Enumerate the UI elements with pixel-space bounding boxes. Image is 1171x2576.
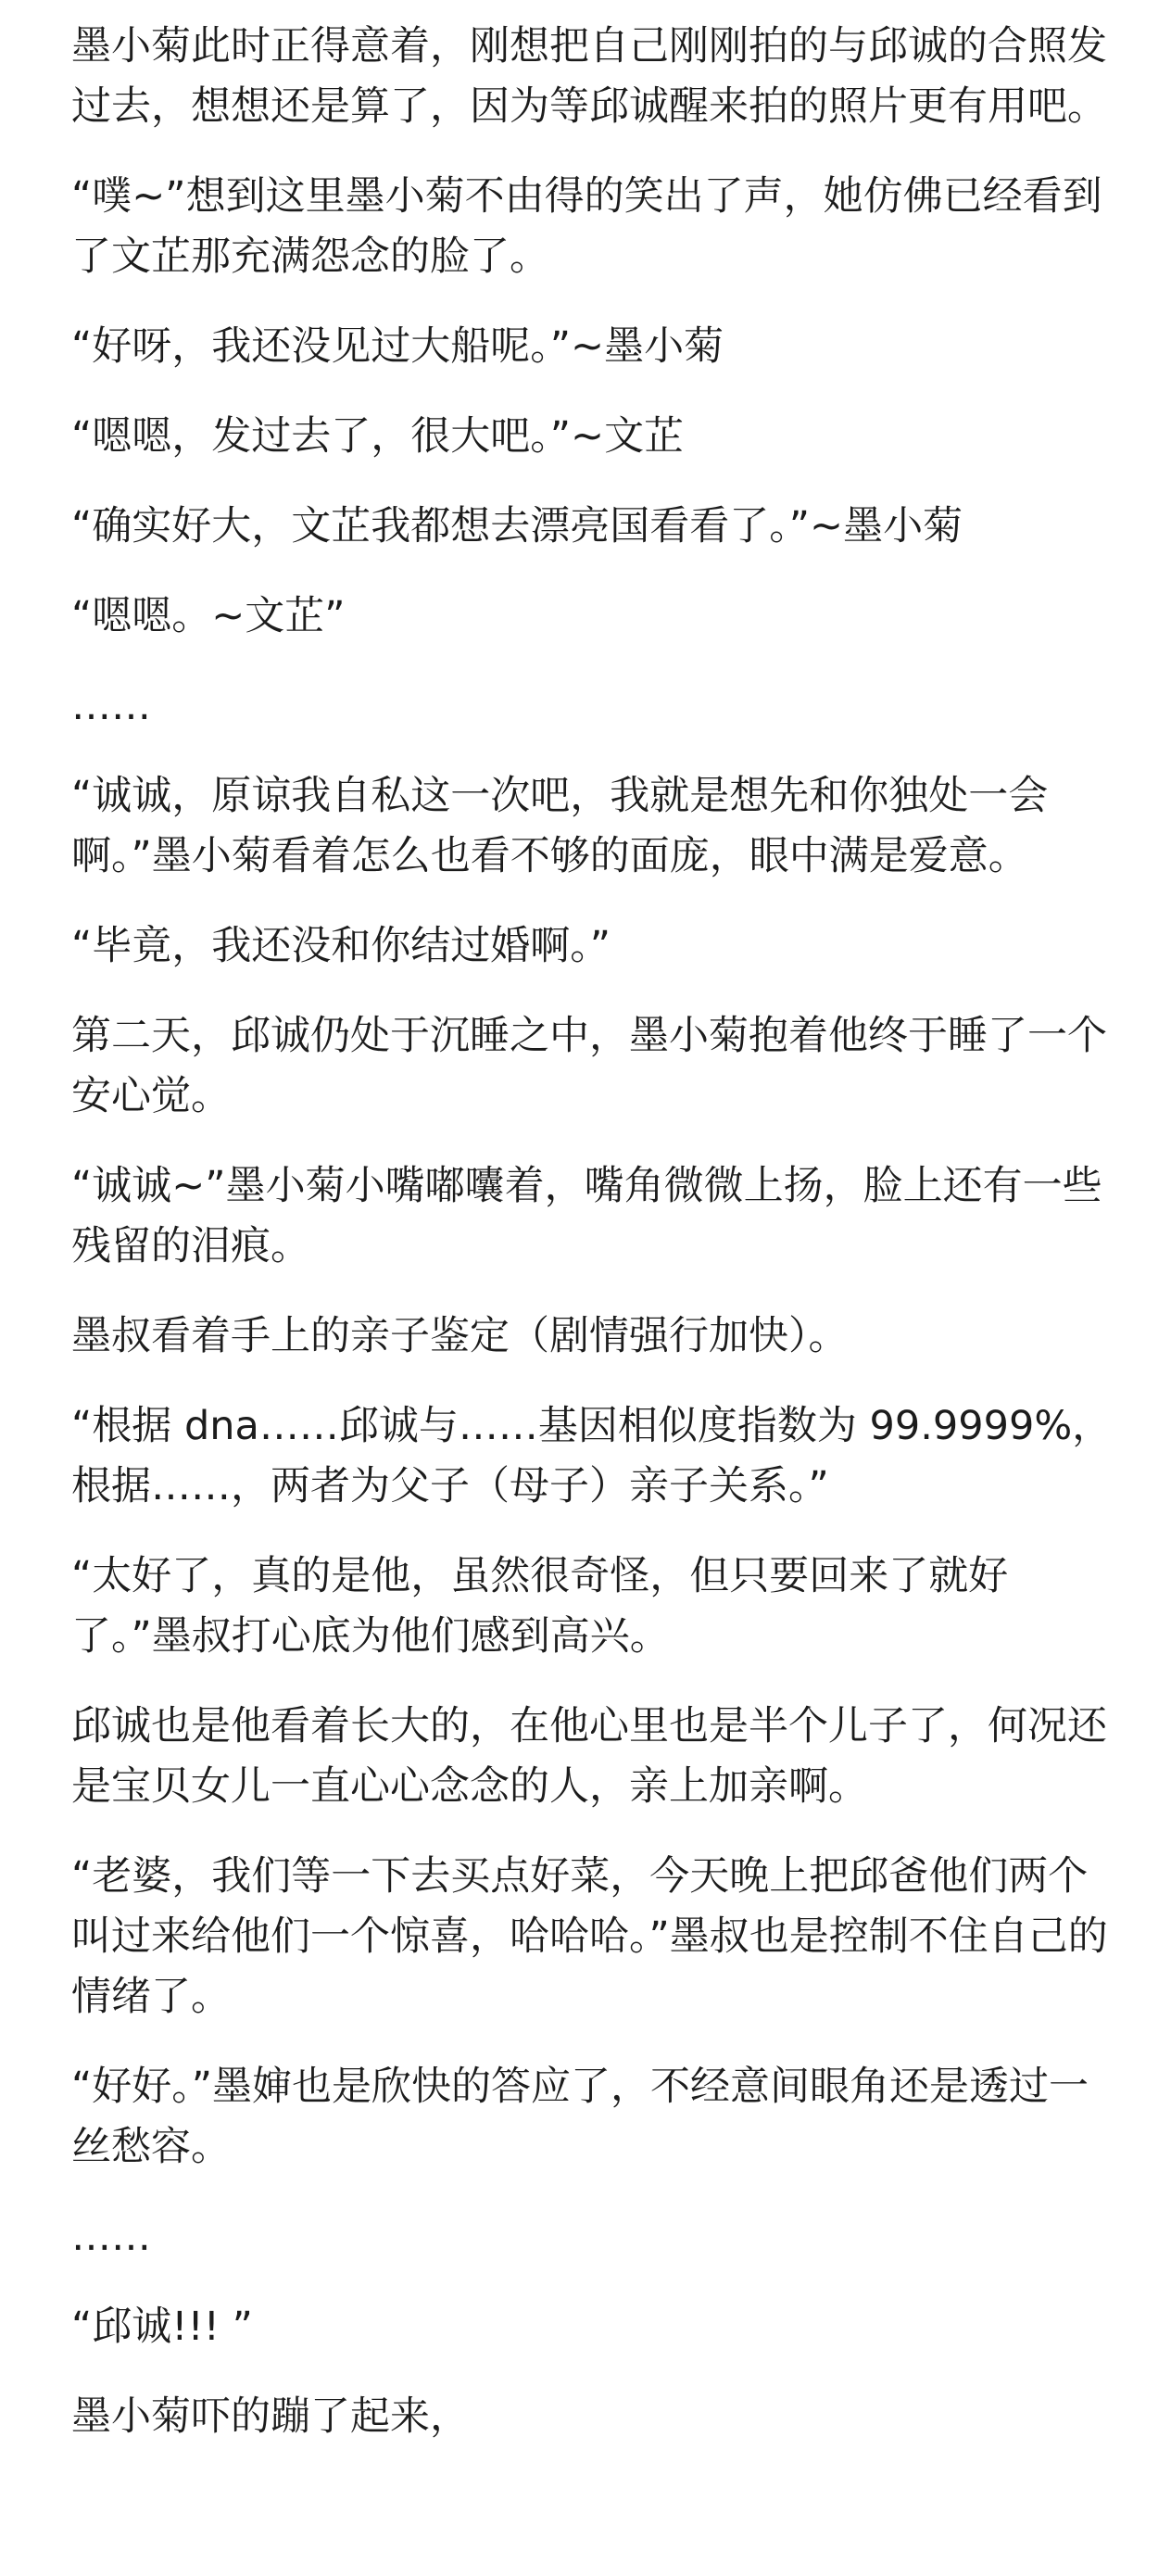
ellipsis-separator: …… <box>71 2214 151 2260</box>
paragraph: “毕竟，我还没和你结过婚啊。” <box>71 923 611 969</box>
paragraph: 墨叔看着手上的亲子鉴定（剧情强行加快）。 <box>71 1313 849 1359</box>
paragraph: 墨小菊此时正得意着，刚想把自己刚刚拍的与邱诚的合照发过去，想想还是算了，因为等邱诚醒来拍的照片更有用吧。 <box>71 23 1107 130</box>
paragraph: “噗~”想到这里墨小菊不由得的笑出了声，她仿佛已经看到了文芷那充满怨念的脸了。 <box>71 173 1102 280</box>
paragraph: 墨小菊吓的蹦了起来， <box>71 2393 470 2440</box>
paragraph: “确实好大，文芷我都想去漂亮国看看了。”~墨小菊 <box>71 503 963 549</box>
paragraph: “太好了，真的是他，虽然很奇怪，但只要回来了就好了。”墨叔打心底为他们感到高兴。 <box>71 1553 1009 1660</box>
paragraph: “诚诚~”墨小菊小嘴嘟囔着，嘴角微微上扬，脸上还有一些残留的泪痕。 <box>71 1163 1102 1269</box>
paragraph: “邱诚!!! ” <box>71 2304 253 2350</box>
paragraph: 邱诚也是他看着长大的，在他心里也是半个儿子了，何况还是宝贝女儿一直心心念念的人，亲上加亲啊。 <box>71 1703 1107 1810</box>
paragraph: “根据 dna……邱诚与……基因相似度指数为 99.9999%，根据……，两者为父子（母子）亲子关系。” <box>71 1403 1113 1509</box>
ellipsis-separator: …… <box>71 683 151 729</box>
paragraph: “老婆，我们等一下去买点好菜，今天晚上把邱爸他们两个叫过来给他们一个惊喜，哈哈哈。”墨叔也是控制不住自己的情绪了。 <box>71 1853 1108 2020</box>
paragraph: 第二天，邱诚仍处于沉睡之中，墨小菊抱着他终于睡了一个安心觉。 <box>71 1013 1107 1119</box>
paragraph: “好好。”墨婶也是欣快的答应了，不经意间眼角还是透过一丝愁容。 <box>71 2064 1089 2170</box>
paragraph: “嗯嗯，发过去了，很大吧。”~文芷 <box>71 413 685 460</box>
paragraph: “诚诚，原谅我自私这一次吧，我就是想先和你独处一会啊。”墨小菊看着怎么也看不够的面庞，眼中满是爱意。 <box>71 773 1049 879</box>
paragraph: “好呀，我还没见过大船呢。”~墨小菊 <box>71 323 724 370</box>
article-body <box>71 17 1113 2477</box>
paragraph: “嗯嗯。~文芷” <box>71 593 346 639</box>
